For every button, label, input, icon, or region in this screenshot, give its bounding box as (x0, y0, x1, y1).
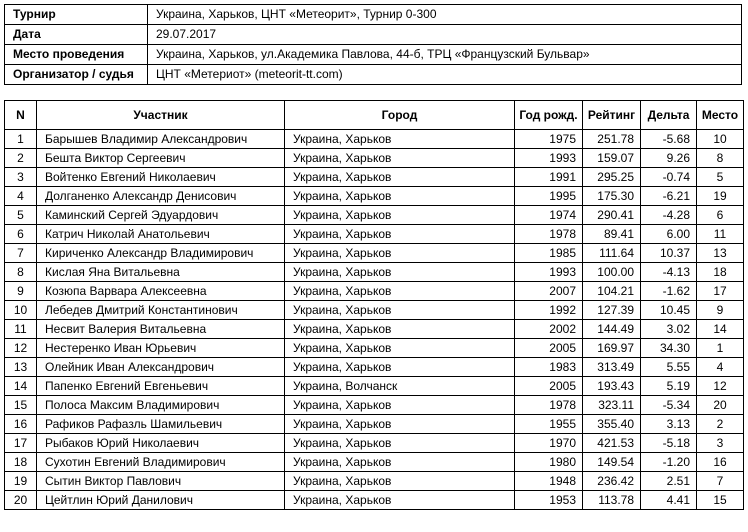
cell-delta: 34.30 (641, 339, 697, 358)
cell-delta: -5.18 (641, 434, 697, 453)
cell-number: 8 (5, 263, 37, 282)
tournament-info-table (4, 4, 742, 85)
cell-birth-year: 2007 (515, 282, 583, 301)
cell-rating: 113.78 (583, 491, 641, 510)
cell-city: Украина, Харьков (285, 472, 515, 491)
info-label: Турнир (5, 5, 148, 25)
cell-city: Украина, Харьков (285, 339, 515, 358)
info-row (5, 5, 742, 25)
table-row (5, 472, 744, 491)
cell-rating: 169.97 (583, 339, 641, 358)
cell-city: Украина, Волчанск (285, 377, 515, 396)
table-row (5, 282, 744, 301)
cell-city: Украина, Харьков (285, 149, 515, 168)
cell-delta: 3.02 (641, 320, 697, 339)
header-birth-year: Год рожд. (515, 101, 583, 130)
table-row (5, 149, 744, 168)
cell-place: 2 (697, 415, 744, 434)
table-row (5, 396, 744, 415)
cell-delta: 5.55 (641, 358, 697, 377)
cell-delta: 5.19 (641, 377, 697, 396)
cell-birth-year: 1970 (515, 434, 583, 453)
cell-birth-year: 1948 (515, 472, 583, 491)
cell-place: 19 (697, 187, 744, 206)
cell-rating: 111.64 (583, 244, 641, 263)
cell-place: 9 (697, 301, 744, 320)
cell-rating: 295.25 (583, 168, 641, 187)
cell-birth-year: 1993 (515, 149, 583, 168)
info-label: Организатор / судья (5, 65, 148, 85)
cell-rating: 313.49 (583, 358, 641, 377)
cell-city: Украина, Харьков (285, 453, 515, 472)
header-rating: Рейтинг (583, 101, 641, 130)
cell-birth-year: 1978 (515, 225, 583, 244)
cell-rating: 236.42 (583, 472, 641, 491)
cell-number: 11 (5, 320, 37, 339)
table-row (5, 434, 744, 453)
cell-number: 14 (5, 377, 37, 396)
cell-place: 8 (697, 149, 744, 168)
cell-delta: -1.62 (641, 282, 697, 301)
cell-birth-year: 1980 (515, 453, 583, 472)
cell-city: Украина, Харьков (285, 130, 515, 149)
cell-delta: -4.28 (641, 206, 697, 225)
cell-birth-year: 1974 (515, 206, 583, 225)
info-value: Украина, Харьков, ул.Академика Павлова, 44-б, ТРЦ «Французский Бульвар» (148, 45, 742, 65)
results-body (5, 130, 744, 510)
table-row (5, 453, 744, 472)
info-label: Место проведения (5, 45, 148, 65)
cell-number: 4 (5, 187, 37, 206)
cell-rating: 193.43 (583, 377, 641, 396)
cell-number: 20 (5, 491, 37, 510)
cell-delta: 2.51 (641, 472, 697, 491)
info-row (5, 65, 742, 85)
cell-city: Украина, Харьков (285, 225, 515, 244)
cell-birth-year: 1953 (515, 491, 583, 510)
cell-delta: 10.37 (641, 244, 697, 263)
cell-number: 17 (5, 434, 37, 453)
info-label: Дата (5, 25, 148, 45)
cell-participant: Сытин Виктор Павлович (37, 472, 285, 491)
table-row (5, 206, 744, 225)
cell-participant: Несвит Валерия Витальевна (37, 320, 285, 339)
cell-birth-year: 1955 (515, 415, 583, 434)
table-row (5, 415, 744, 434)
cell-birth-year: 2005 (515, 377, 583, 396)
cell-place: 16 (697, 453, 744, 472)
cell-rating: 290.41 (583, 206, 641, 225)
cell-rating: 251.78 (583, 130, 641, 149)
cell-city: Украина, Харьков (285, 168, 515, 187)
cell-rating: 89.41 (583, 225, 641, 244)
info-value: Украина, Харьков, ЦНТ «Метеорит», Турнир 0-300 (148, 5, 742, 25)
cell-participant: Козюпа Варвара Алексеевна (37, 282, 285, 301)
cell-delta: 3.13 (641, 415, 697, 434)
cell-delta: -5.34 (641, 396, 697, 415)
table-row (5, 358, 744, 377)
cell-number: 19 (5, 472, 37, 491)
cell-participant: Рафиков Рафазль Шамильевич (37, 415, 285, 434)
cell-rating: 144.49 (583, 320, 641, 339)
table-row (5, 168, 744, 187)
cell-birth-year: 1992 (515, 301, 583, 320)
cell-place: 20 (697, 396, 744, 415)
header-city: Город (285, 101, 515, 130)
cell-participant: Кириченко Александр Владимирович (37, 244, 285, 263)
cell-number: 2 (5, 149, 37, 168)
cell-place: 12 (697, 377, 744, 396)
header-number: N (5, 101, 37, 130)
cell-delta: -4.13 (641, 263, 697, 282)
info-row (5, 45, 742, 65)
cell-participant: Кислая Яна Витальевна (37, 263, 285, 282)
cell-birth-year: 1978 (515, 396, 583, 415)
cell-city: Украина, Харьков (285, 244, 515, 263)
cell-city: Украина, Харьков (285, 358, 515, 377)
cell-delta: -1.20 (641, 453, 697, 472)
cell-birth-year: 1985 (515, 244, 583, 263)
cell-rating: 127.39 (583, 301, 641, 320)
cell-delta: 10.45 (641, 301, 697, 320)
cell-place: 15 (697, 491, 744, 510)
cell-number: 10 (5, 301, 37, 320)
cell-participant: Папенко Евгений Евгеньевич (37, 377, 285, 396)
cell-place: 18 (697, 263, 744, 282)
cell-participant: Каминский Сергей Эдуардович (37, 206, 285, 225)
cell-city: Украина, Харьков (285, 263, 515, 282)
cell-city: Украина, Харьков (285, 301, 515, 320)
cell-number: 6 (5, 225, 37, 244)
cell-number: 16 (5, 415, 37, 434)
cell-delta: -0.74 (641, 168, 697, 187)
cell-number: 1 (5, 130, 37, 149)
cell-rating: 421.53 (583, 434, 641, 453)
cell-birth-year: 2005 (515, 339, 583, 358)
cell-city: Украина, Харьков (285, 491, 515, 510)
results-table (4, 100, 744, 510)
cell-place: 4 (697, 358, 744, 377)
table-row (5, 263, 744, 282)
cell-participant: Войтенко Евгений Николаевич (37, 168, 285, 187)
cell-rating: 149.54 (583, 453, 641, 472)
cell-number: 18 (5, 453, 37, 472)
cell-participant: Цейтлин Юрий Данилович (37, 491, 285, 510)
cell-number: 15 (5, 396, 37, 415)
cell-city: Украина, Харьков (285, 396, 515, 415)
table-row (5, 301, 744, 320)
cell-birth-year: 1991 (515, 168, 583, 187)
info-value: 29.07.2017 (148, 25, 742, 45)
cell-birth-year: 1995 (515, 187, 583, 206)
cell-number: 7 (5, 244, 37, 263)
table-row (5, 377, 744, 396)
table-row (5, 130, 744, 149)
cell-place: 13 (697, 244, 744, 263)
cell-rating: 104.21 (583, 282, 641, 301)
cell-participant: Рыбаков Юрий Николаевич (37, 434, 285, 453)
cell-place: 1 (697, 339, 744, 358)
cell-city: Украина, Харьков (285, 320, 515, 339)
cell-city: Украина, Харьков (285, 187, 515, 206)
cell-birth-year: 1993 (515, 263, 583, 282)
cell-place: 3 (697, 434, 744, 453)
cell-place: 7 (697, 472, 744, 491)
table-row (5, 320, 744, 339)
cell-place: 5 (697, 168, 744, 187)
cell-city: Украина, Харьков (285, 206, 515, 225)
info-value: ЦНТ «Метериот» (meteorit-tt.com) (148, 65, 742, 85)
cell-city: Украина, Харьков (285, 282, 515, 301)
cell-participant: Бешта Виктор Сергеевич (37, 149, 285, 168)
cell-number: 13 (5, 358, 37, 377)
cell-rating: 100.00 (583, 263, 641, 282)
table-row (5, 339, 744, 358)
table-row (5, 187, 744, 206)
header-place: Место (697, 101, 744, 130)
cell-place: 17 (697, 282, 744, 301)
cell-number: 9 (5, 282, 37, 301)
cell-rating: 175.30 (583, 187, 641, 206)
header-participant: Участник (37, 101, 285, 130)
cell-number: 5 (5, 206, 37, 225)
info-row (5, 25, 742, 45)
cell-participant: Нестеренко Иван Юрьевич (37, 339, 285, 358)
table-row (5, 491, 744, 510)
cell-delta: -6.21 (641, 187, 697, 206)
table-row (5, 244, 744, 263)
cell-place: 10 (697, 130, 744, 149)
cell-rating: 355.40 (583, 415, 641, 434)
cell-birth-year: 2002 (515, 320, 583, 339)
cell-participant: Лебедев Дмитрий Константинович (37, 301, 285, 320)
cell-place: 6 (697, 206, 744, 225)
cell-participant: Долганенко Александр Денисович (37, 187, 285, 206)
cell-birth-year: 1983 (515, 358, 583, 377)
cell-delta: 9.26 (641, 149, 697, 168)
cell-participant: Олейник Иван Александрович (37, 358, 285, 377)
cell-delta: -5.68 (641, 130, 697, 149)
cell-participant: Катрич Николай Анатольевич (37, 225, 285, 244)
table-row (5, 225, 744, 244)
cell-rating: 323.11 (583, 396, 641, 415)
cell-city: Украина, Харьков (285, 415, 515, 434)
cell-participant: Сухотин Евгений Владимирович (37, 453, 285, 472)
cell-number: 3 (5, 168, 37, 187)
cell-participant: Полоса Максим Владимирович (37, 396, 285, 415)
cell-delta: 6.00 (641, 225, 697, 244)
cell-participant: Барышев Владимир Александрович (37, 130, 285, 149)
cell-city: Украина, Харьков (285, 434, 515, 453)
header-delta: Дельта (641, 101, 697, 130)
cell-birth-year: 1975 (515, 130, 583, 149)
cell-rating: 159.07 (583, 149, 641, 168)
header-row (5, 101, 744, 130)
cell-place: 11 (697, 225, 744, 244)
cell-place: 14 (697, 320, 744, 339)
cell-number: 12 (5, 339, 37, 358)
cell-delta: 4.41 (641, 491, 697, 510)
